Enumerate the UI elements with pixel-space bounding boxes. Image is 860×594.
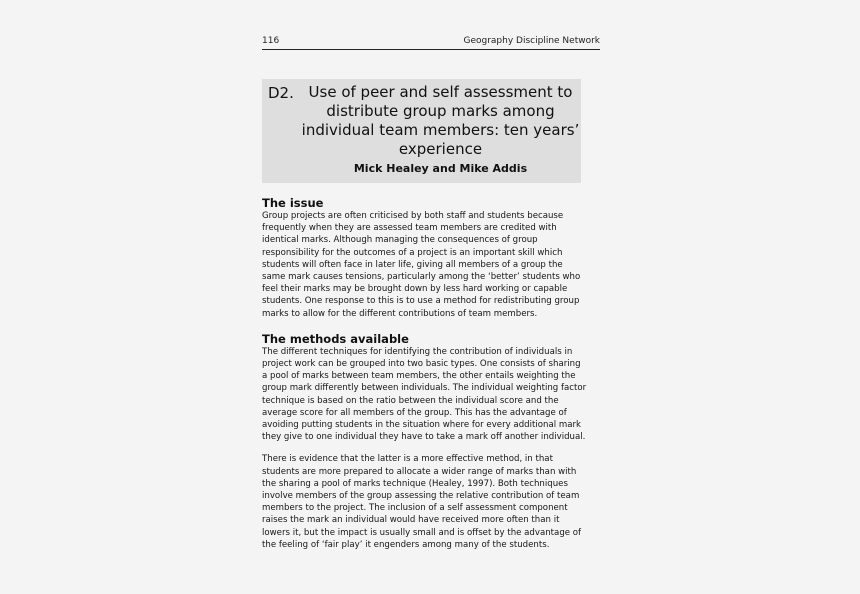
methods-paragraph-2	[262, 453, 600, 551]
title-line: Use of peer and self assessment to	[308, 83, 573, 101]
methods-paragraph-1	[262, 346, 600, 444]
text-line: frequently when they are assessed team members are credited with	[262, 223, 557, 234]
article-title	[300, 83, 581, 159]
text-line: group mark differently between individuals. The individual weighting factor	[262, 383, 587, 394]
text-line: technique is based on the ratio between the individual score and the	[262, 395, 559, 406]
section-number: D2.	[268, 84, 294, 102]
running-header	[262, 36, 600, 50]
text-line: average score for all members of the group. This has the advantage of	[262, 407, 567, 418]
text-line: raises the mark an individual would have received more often than it	[262, 515, 560, 526]
text-line: students are more prepared to allocate a wider range of marks than with	[262, 466, 577, 477]
text-line: involve members of the group assessing the relative contribution of team	[262, 491, 580, 502]
text-line: project work can be grouped into two basic types. One consists of sharing	[262, 359, 581, 370]
text-line: The different techniques for identifying the contribution of individuals in	[262, 346, 573, 357]
text-line: same mark causes tensions, particularly among the ‘better’ students who	[262, 272, 581, 283]
title-line: experience	[398, 140, 483, 158]
heading-methods-available: The methods available	[262, 331, 409, 346]
page-number: 116	[262, 36, 280, 46]
title-line: individual team members: ten years’	[301, 121, 580, 139]
title-line: distribute group marks among	[326, 102, 555, 120]
text-line: marks to allow for the different contributions of team members.	[262, 308, 538, 319]
text-line: responsibility for the outcomes of a project is an important skill which	[262, 247, 563, 258]
title-box	[262, 79, 581, 183]
document-page	[262, 36, 600, 551]
publication-name: Geography Discipline Network	[463, 36, 600, 46]
issue-paragraph	[262, 210, 600, 320]
text-line: There is evidence that the latter is a more effective method, in that	[262, 454, 553, 465]
text-line: identical marks. Although managing the consequences of group	[262, 235, 538, 246]
text-line: Group projects are often criticised by both staff and students because	[262, 211, 564, 221]
text-line: avoiding putting students in the situation where for every additional mark	[262, 420, 581, 431]
text-line: they give to one individual they have to take a mark off another individual.	[262, 432, 586, 443]
heading-the-issue: The issue	[262, 196, 324, 210]
text-line: the feeling of ‘fair play’ it engenders among many of the students.	[262, 539, 550, 550]
text-line: lowers it, but the impact is usually small and is offset by the advantage of	[262, 527, 582, 538]
text-line: feel their marks may be brought down by less hard working or capable	[262, 284, 568, 295]
text-line: students will often face in later life, giving all members of a group the	[262, 259, 563, 270]
text-line: students. One response to this is to use a method for redistributing group	[262, 296, 580, 307]
text-line: the sharing a pool of marks technique (Healey, 1997). Both techniques	[262, 478, 568, 489]
text-line: members to the project. The inclusion of a self assessment component	[262, 503, 568, 514]
authors: Mick Healey and Mike Addis	[353, 162, 528, 175]
text-line: a pool of marks between team members, the other entails weighting the	[262, 371, 576, 382]
